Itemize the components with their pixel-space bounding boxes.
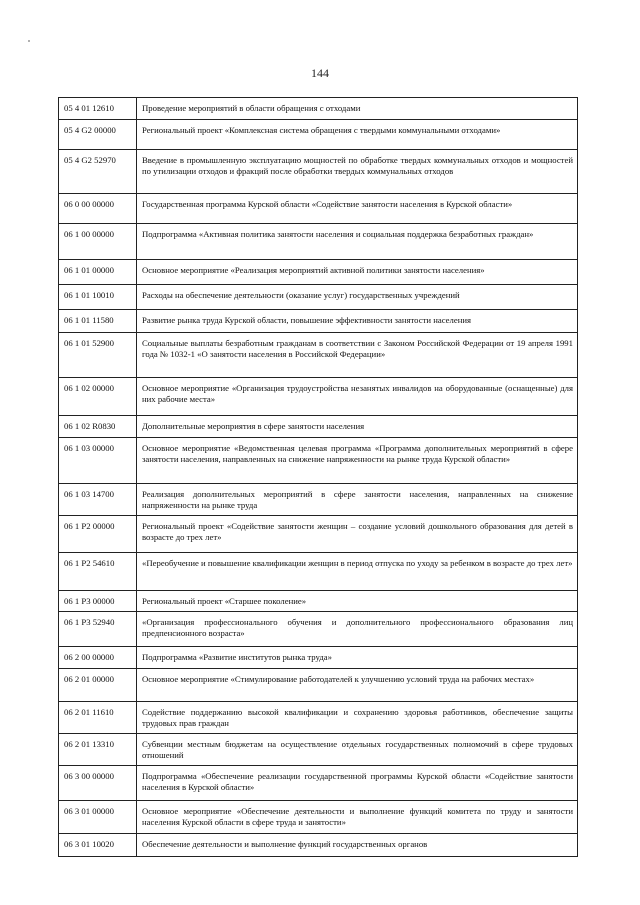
table-row xyxy=(59,516,578,553)
table-row xyxy=(59,285,578,310)
expense-description: Развитие рынка труда Курской области, повышение эффективности занятости населения xyxy=(137,310,578,333)
classification-code: 06 3 00 00000 xyxy=(59,766,137,801)
table-row xyxy=(59,378,578,416)
classification-code: 06 1 P3 00000 xyxy=(59,591,137,612)
expense-description: Региональный проект «Старшее поколение» xyxy=(137,591,578,612)
expense-description: Расходы на обеспечение деятельности (оказание услуг) государственных учреждений xyxy=(137,285,578,310)
table-row xyxy=(59,801,578,834)
table-row xyxy=(59,438,578,484)
table-row xyxy=(59,647,578,669)
classification-code: 06 1 03 00000 xyxy=(59,438,137,484)
table-row xyxy=(59,98,578,120)
table-row xyxy=(59,612,578,647)
classification-code: 06 2 01 13310 xyxy=(59,734,137,766)
table-body xyxy=(59,98,578,857)
table-row xyxy=(59,553,578,591)
expense-description: Региональный проект «Содействие занятости женщин – создание условий дошкольного образования для детей в возрасте до трех лет» xyxy=(137,516,578,553)
expense-description: «Переобучение и повышение квалификации женщин в период отпуска по уходу за ребенком в возрасте до трех лет» xyxy=(137,553,578,591)
expense-description: Реализация дополнительных мероприятий в сфере занятости населения, направленных на снижение напряженности на рынке труда xyxy=(137,484,578,516)
expense-description: Основное мероприятие «Ведомственная целевая программа «Программа дополнительных мероприятий в сфере занятости населения, направленных на снижение напряженности на рынке труда Курской области» xyxy=(137,438,578,484)
expense-description: Основное мероприятие «Стимулирование работодателей к улучшению условий труда на рабочих местах» xyxy=(137,669,578,702)
classification-code: 06 2 01 00000 xyxy=(59,669,137,702)
expense-description: Основное мероприятие «Реализация мероприятий активной политики занятости населения» xyxy=(137,260,578,285)
classification-code: 06 2 00 00000 xyxy=(59,647,137,669)
table-row xyxy=(59,591,578,612)
table-row xyxy=(59,484,578,516)
expense-description: Проведение мероприятий в области обращения с отходами xyxy=(137,98,578,120)
expense-description: Содействие поддержанию высокой квалификации и сохранению здоровья работников, обеспечение защиты трудовых прав граждан xyxy=(137,702,578,734)
expense-description: Государственная программа Курской области «Содействие занятости населения в Курской области» xyxy=(137,194,578,224)
table-row xyxy=(59,224,578,260)
classification-code: 06 1 01 10010 xyxy=(59,285,137,310)
expense-description: Подпрограмма «Обеспечение реализации государственной программы Курской области «Содействие занятости населения в Курской области» xyxy=(137,766,578,801)
classification-code: 06 1 00 00000 xyxy=(59,224,137,260)
classification-code: 05 4 01 12610 xyxy=(59,98,137,120)
expense-description: Субвенции местным бюджетам на осуществление отдельных государственных полномочий в сфере трудовых отношений xyxy=(137,734,578,766)
scan-speck xyxy=(28,40,30,42)
expense-description: Обеспечение деятельности и выполнение функций государственных органов xyxy=(137,834,578,857)
budget-classification-table xyxy=(58,97,578,857)
expense-description: Подпрограмма «Развитие институтов рынка труда» xyxy=(137,647,578,669)
table-row xyxy=(59,150,578,194)
classification-code: 06 1 P2 54610 xyxy=(59,553,137,591)
expense-description: Региональный проект «Комплексная система обращения с твердыми коммунальными отходами» xyxy=(137,120,578,150)
classification-code: 06 1 02 00000 xyxy=(59,378,137,416)
classification-code: 06 1 01 00000 xyxy=(59,260,137,285)
expense-description: Основное мероприятие «Обеспечение деятельности и выполнение функций комитета по труду и занятости населения Курской области в сфере труда и занятости» xyxy=(137,801,578,834)
classification-code: 06 1 01 11580 xyxy=(59,310,137,333)
classification-code: 06 1 01 52900 xyxy=(59,333,137,378)
classification-code: 06 1 03 14700 xyxy=(59,484,137,516)
classification-code: 06 3 01 10020 xyxy=(59,834,137,857)
expense-description: Введение в промышленную эксплуатацию мощностей по обработке твердых коммунальных отходов и мощностей по утилизации отходов и фракций после обработки твердых коммунальных отходов xyxy=(137,150,578,194)
expense-description: Основное мероприятие «Организация трудоустройства незанятых инвалидов на оборудованные (оснащенные) для них рабочие места» xyxy=(137,378,578,416)
table-row xyxy=(59,260,578,285)
table-row xyxy=(59,194,578,224)
classification-code: 06 1 P2 00000 xyxy=(59,516,137,553)
table-row xyxy=(59,734,578,766)
classification-code: 06 3 01 00000 xyxy=(59,801,137,834)
table-row xyxy=(59,834,578,857)
table-row xyxy=(59,333,578,378)
table-row xyxy=(59,310,578,333)
table-row xyxy=(59,702,578,734)
expense-description: Подпрограмма «Активная политика занятости населения и социальная поддержка безработных граждан» xyxy=(137,224,578,260)
table-row xyxy=(59,669,578,702)
classification-code: 06 1 P3 52940 xyxy=(59,612,137,647)
expense-description: Социальные выплаты безработным гражданам в соответствии с Законом Российской Федерации от 19 апреля 1991 года № 1032-1 «О занятости населения в Российской Федерации» xyxy=(137,333,578,378)
expense-description: «Организация профессионального обучения и дополнительного профессионального образования лиц предпенсионного возраста» xyxy=(137,612,578,647)
table-row xyxy=(59,766,578,801)
classification-code: 06 2 01 11610 xyxy=(59,702,137,734)
classification-code: 05 4 G2 00000 xyxy=(59,120,137,150)
expense-description: Дополнительные мероприятия в сфере занятости населения xyxy=(137,416,578,438)
classification-code: 05 4 G2 52970 xyxy=(59,150,137,194)
table-row xyxy=(59,120,578,150)
classification-code: 06 1 02 R0830 xyxy=(59,416,137,438)
classification-code: 06 0 00 00000 xyxy=(59,194,137,224)
table-row xyxy=(59,416,578,438)
page-number: 144 xyxy=(311,66,329,80)
